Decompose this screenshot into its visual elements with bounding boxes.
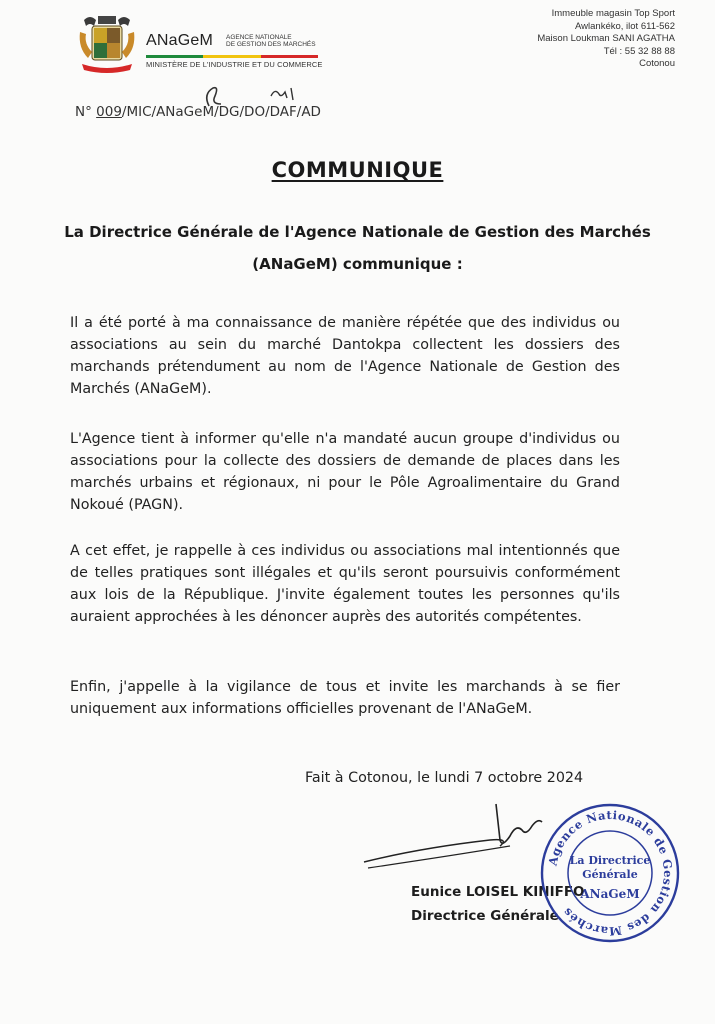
flag-stripe-red (261, 55, 318, 58)
signer-role: Directrice Générale (411, 908, 559, 924)
address-line: Immeuble magasin Top Sport (551, 8, 675, 19)
body-paragraph-3: A cet effet, je rappelle à ces individus ou associations mal intentionnés que de telles pratiques sont illégales et qu'ils seront poursuivis conformément aux lois de la République. J'invite également toutes les personnes qu'ils auraient approchées à les dénoncer auprès des autorités compétentes. (70, 543, 620, 625)
address-line: Awlankéko, ilot 611-562 (575, 20, 675, 32)
address-line: Cotonou (639, 58, 675, 69)
logo-name: ANaGeM (146, 32, 213, 49)
reference-suffix: /MIC/ANaGeM/DG/DO/DAF/AD (121, 104, 321, 120)
ministry-name: MINISTÈRE DE L'INDUSTRIE ET DU COMMERCE (146, 60, 323, 69)
coat-of-arms-emblem (74, 12, 140, 76)
body-paragraph-4: Enfin, j'appelle à la vigilance de tous et invite les marchands à se fier uniquement aux informations officielles provenant de l'ANaGeM. (70, 679, 620, 717)
signer-name: Eunice LOISEL KINIFFO (411, 884, 585, 900)
address-block (537, 8, 675, 71)
official-stamp (535, 798, 685, 948)
address-line: Tél : 55 32 88 88 (603, 45, 675, 57)
document-title (0, 158, 715, 182)
dateline: Fait à Cotonou, le lundi 7 octobre 2024 (305, 770, 584, 786)
body-paragraph-2: L'Agence tient à informer qu'elle n'a mandaté aucun groupe d'individus ou associations pour la collecte des dossiers de demande de places dans les marchés urbains et régionaux, ni pour le Pôle Agroalimentaire du Grand Nokoué (PAGN). (70, 431, 620, 513)
reference-prefix: N° (75, 104, 97, 120)
stamp-ring-text: Agence Nationale de Gestion des Marchés (545, 807, 676, 939)
stamp-center-line-3: ANaGeM (580, 887, 640, 901)
logo-subtitle: AGENCE NATIONALE DE GESTION DES MARCHÉS (226, 34, 316, 48)
reference-number-value: 009 (96, 104, 122, 120)
document-subtitle: La Directrice Générale de l'Agence Nationale de Gestion des Marchés (ANaGeM) communique : (64, 223, 651, 273)
flag-stripe (146, 55, 318, 58)
document-title-text: COMMUNIQUE (271, 158, 444, 182)
body-paragraph-1: Il a été porté à ma connaissance de manière répétée que des individus ou associations au sein du marché Dantokpa collectent les dossiers des marchands prétendument au nom de l'Agence Nationale de Gestion des Marchés (ANaGeM). (70, 315, 620, 397)
address-line: Maison Loukman SANI AGATHA (537, 33, 675, 44)
reference-number (75, 104, 321, 120)
flag-stripe-green (146, 55, 203, 58)
flag-stripe-yellow (203, 55, 260, 58)
agency-logo (146, 30, 326, 76)
stamp-center-line-2: Générale (582, 868, 638, 881)
stamp-center-line-1: La Directrice (569, 854, 651, 867)
